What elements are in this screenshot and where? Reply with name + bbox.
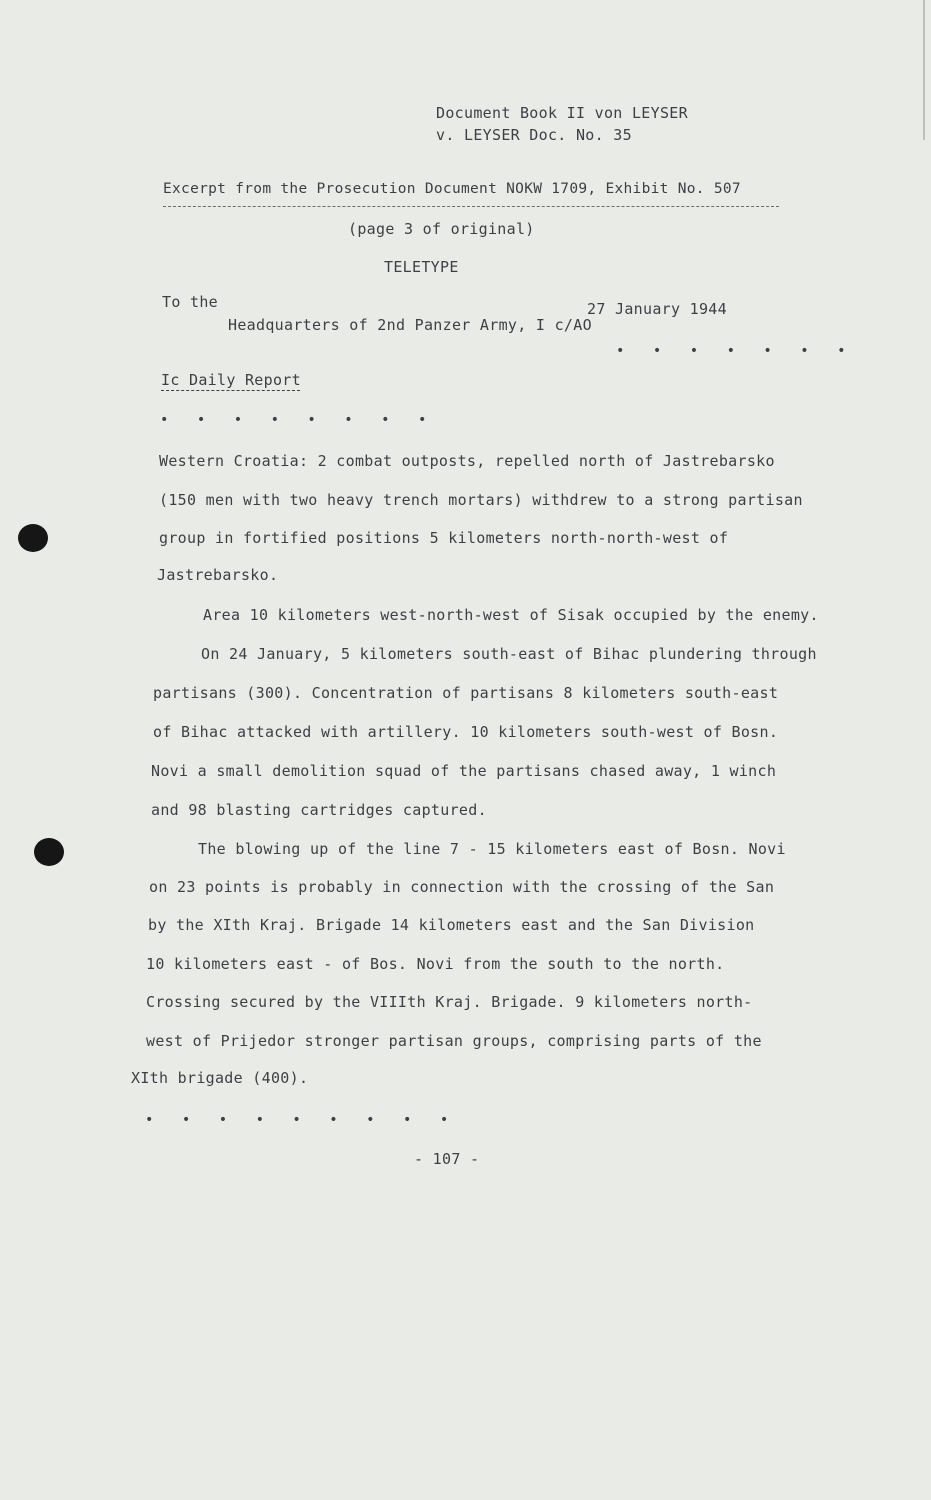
text-line: On 24 January, 5 kilometers south-east of Bihac plundering through <box>201 645 817 663</box>
text-line: XIth brigade (400). <box>131 1069 309 1087</box>
text-line: partisans (300). Concentration of partisans 8 kilometers south-east <box>153 684 779 702</box>
excerpt-underline <box>163 206 779 207</box>
recipient: Headquarters of 2nd Panzer Army, I c/AO <box>228 316 592 334</box>
to-line: To the <box>162 293 218 311</box>
text-line: Western Croatia: 2 combat outposts, repelled north of Jastrebarsko <box>159 452 775 470</box>
excerpt-title: Excerpt from the Prosecution Document NOKW 1709, Exhibit No. 507 <box>163 181 741 197</box>
text-line: of Bihac attacked with artillery. 10 kilometers south-west of Bosn. <box>153 723 779 741</box>
text-line: group in fortified positions 5 kilometers north-north-west of <box>159 529 729 547</box>
text-line: (150 men with two heavy trench mortars) withdrew to a strong partisan <box>159 491 803 509</box>
text-line: on 23 points is probably in connection with the crossing of the San <box>149 878 775 896</box>
text-line: and 98 blasting cartridges captured. <box>151 801 487 819</box>
ellipsis: • • • • • • • <box>616 343 856 359</box>
ellipsis: • • • • • • • • • <box>145 1112 459 1128</box>
document-type: TELETYPE <box>384 258 459 276</box>
page-reference: (page 3 of original) <box>348 220 535 238</box>
text-line: Crossing secured by the VIIIth Kraj. Brigade. 9 kilometers north- <box>146 993 753 1011</box>
punch-hole <box>34 838 64 866</box>
report-heading: Ic Daily Report <box>161 371 301 389</box>
page-edge <box>923 0 925 140</box>
text-line: Novi a small demolition squad of the partisans chased away, 1 winch <box>151 762 777 780</box>
text-line: by the XIth Kraj. Brigade 14 kilometers east and the San Division <box>148 916 755 934</box>
text-line: Area 10 kilometers west-north-west of Sisak occupied by the enemy. <box>203 606 819 624</box>
page-number: - 107 - <box>414 1150 480 1168</box>
text-line: Jastrebarsko. <box>157 566 279 584</box>
report-date: 27 January 1944 <box>587 300 727 318</box>
text-line: The blowing up of the line 7 - 15 kilometers east of Bosn. Novi <box>198 840 786 858</box>
doc-book-label: Document Book II von LEYSER <box>436 104 688 122</box>
punch-hole <box>18 524 48 552</box>
ellipsis: • • • • • • • • <box>160 412 437 428</box>
text-line: west of Prijedor stronger partisan groups, comprising parts of the <box>146 1032 762 1050</box>
text-line: 10 kilometers east - of Bos. Novi from the south to the north. <box>146 955 725 973</box>
doc-number: v. LEYSER Doc. No. 35 <box>436 126 632 144</box>
